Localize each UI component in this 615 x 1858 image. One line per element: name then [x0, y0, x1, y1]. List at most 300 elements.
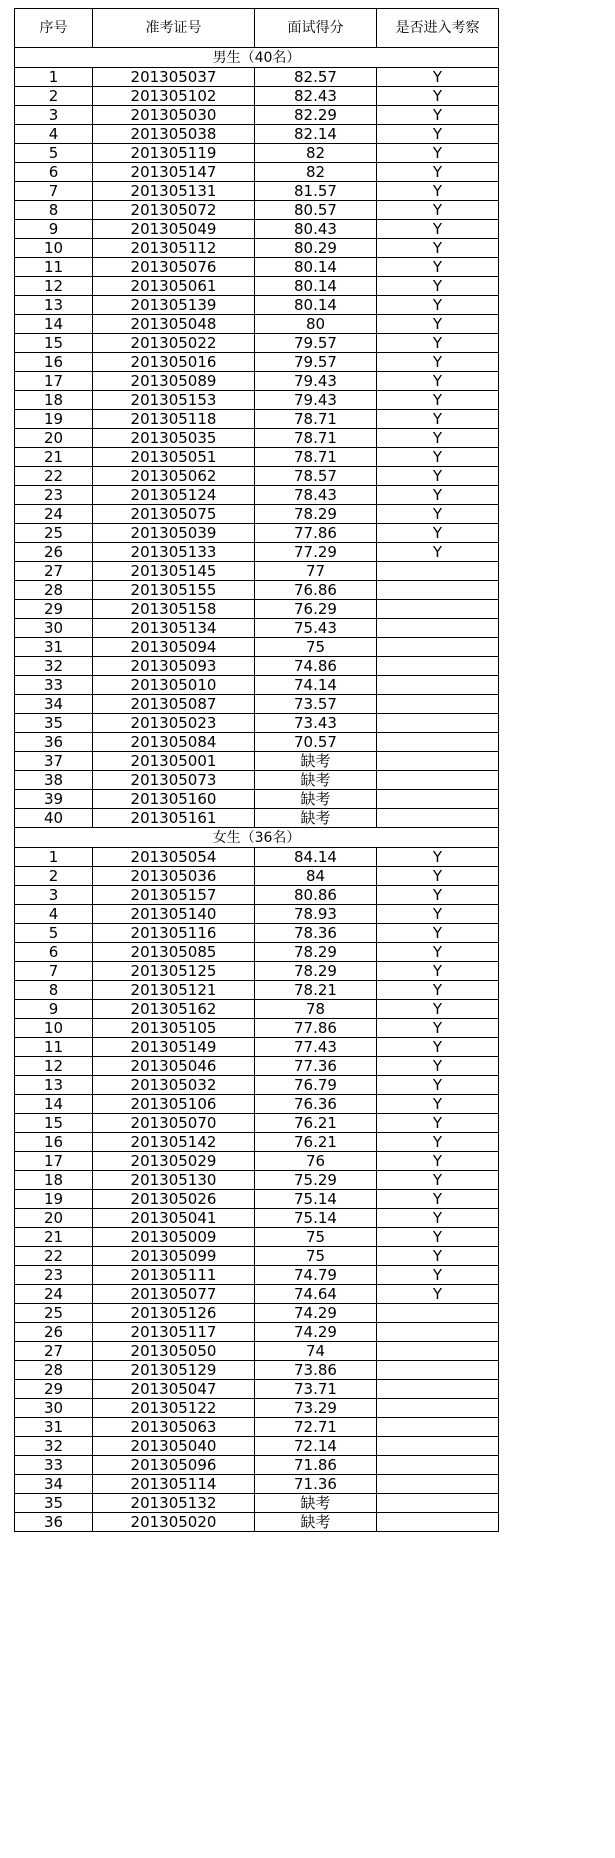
exam-id-cell: 201305032: [93, 1076, 255, 1095]
exam-id-cell: 201305140: [93, 905, 255, 924]
score-cell: 78.71: [255, 410, 377, 429]
exam-id-cell: 201305085: [93, 943, 255, 962]
exam-id-cell: 201305142: [93, 1133, 255, 1152]
advance-cell: Y: [377, 144, 499, 163]
header-score: 面试得分: [255, 9, 377, 48]
header-advance: 是否进入考察: [377, 9, 499, 48]
score-cell: 82.14: [255, 125, 377, 144]
exam-id-cell: 201305094: [93, 638, 255, 657]
advance-cell: Y: [377, 68, 499, 87]
exam-id-cell: 201305020: [93, 1513, 255, 1532]
header-seq: 序号: [15, 9, 93, 48]
table-row: [15, 1114, 499, 1133]
score-cell: 80.14: [255, 277, 377, 296]
table-row: [15, 410, 499, 429]
seq-cell: 6: [15, 163, 93, 182]
advance-cell: [377, 1513, 499, 1532]
table-row: [15, 733, 499, 752]
score-cell: 缺考: [255, 1513, 377, 1532]
advance-cell: [377, 771, 499, 790]
advance-cell: Y: [377, 505, 499, 524]
score-cell: 78: [255, 1000, 377, 1019]
exam-id-cell: 201305114: [93, 1475, 255, 1494]
seq-cell: 1: [15, 68, 93, 87]
advance-cell: Y: [377, 277, 499, 296]
table-row: [15, 1342, 499, 1361]
group-header-row: [15, 48, 499, 68]
seq-cell: 1: [15, 848, 93, 867]
seq-cell: 12: [15, 1057, 93, 1076]
score-cell: 78.71: [255, 429, 377, 448]
seq-cell: 16: [15, 1133, 93, 1152]
table-header: [15, 9, 499, 48]
seq-cell: 31: [15, 638, 93, 657]
seq-cell: 25: [15, 524, 93, 543]
score-cell: 76.21: [255, 1114, 377, 1133]
exam-id-cell: 201305145: [93, 562, 255, 581]
seq-cell: 39: [15, 790, 93, 809]
exam-id-cell: 201305039: [93, 524, 255, 543]
seq-cell: 27: [15, 1342, 93, 1361]
advance-cell: [377, 1475, 499, 1494]
exam-id-cell: 201305131: [93, 182, 255, 201]
score-cell: 73.86: [255, 1361, 377, 1380]
advance-cell: Y: [377, 1209, 499, 1228]
score-cell: 78.57: [255, 467, 377, 486]
exam-id-cell: 201305147: [93, 163, 255, 182]
seq-cell: 26: [15, 1323, 93, 1342]
advance-cell: [377, 1494, 499, 1513]
table-row: [15, 1494, 499, 1513]
seq-cell: 18: [15, 1171, 93, 1190]
score-cell: 82.29: [255, 106, 377, 125]
advance-cell: Y: [377, 87, 499, 106]
seq-cell: 36: [15, 1513, 93, 1532]
table-row: [15, 1437, 499, 1456]
advance-cell: Y: [377, 1285, 499, 1304]
exam-id-cell: 201305162: [93, 1000, 255, 1019]
exam-id-cell: 201305112: [93, 239, 255, 258]
score-cell: 72.14: [255, 1437, 377, 1456]
score-cell: 78.21: [255, 981, 377, 1000]
seq-cell: 16: [15, 353, 93, 372]
seq-cell: 31: [15, 1418, 93, 1437]
table-row: [15, 239, 499, 258]
seq-cell: 32: [15, 1437, 93, 1456]
table-row: [15, 1513, 499, 1532]
seq-cell: 4: [15, 125, 93, 144]
advance-cell: Y: [377, 486, 499, 505]
table-row: [15, 886, 499, 905]
seq-cell: 26: [15, 543, 93, 562]
score-cell: 80.14: [255, 258, 377, 277]
table-row: [15, 1361, 499, 1380]
score-cell: 78.43: [255, 486, 377, 505]
exam-id-cell: 201305089: [93, 372, 255, 391]
advance-cell: [377, 619, 499, 638]
advance-cell: Y: [377, 1095, 499, 1114]
score-cell: 75: [255, 1228, 377, 1247]
table-row: [15, 144, 499, 163]
score-cell: 70.57: [255, 733, 377, 752]
advance-cell: [377, 600, 499, 619]
exam-id-cell: 201305134: [93, 619, 255, 638]
advance-cell: Y: [377, 1247, 499, 1266]
seq-cell: 30: [15, 619, 93, 638]
exam-id-cell: 201305047: [93, 1380, 255, 1399]
table-row: [15, 1152, 499, 1171]
advance-cell: Y: [377, 924, 499, 943]
score-cell: 74.29: [255, 1304, 377, 1323]
score-cell: 77: [255, 562, 377, 581]
exam-id-cell: 201305106: [93, 1095, 255, 1114]
seq-cell: 33: [15, 676, 93, 695]
seq-cell: 25: [15, 1304, 93, 1323]
exam-id-cell: 201305070: [93, 1114, 255, 1133]
score-cell: 80.43: [255, 220, 377, 239]
advance-cell: Y: [377, 239, 499, 258]
score-cell: 75: [255, 638, 377, 657]
seq-cell: 40: [15, 809, 93, 828]
score-cell: 84: [255, 867, 377, 886]
score-cell: 缺考: [255, 1494, 377, 1513]
exam-id-cell: 201305157: [93, 886, 255, 905]
seq-cell: 9: [15, 1000, 93, 1019]
table-row: [15, 562, 499, 581]
seq-cell: 15: [15, 334, 93, 353]
score-cell: 77.43: [255, 1038, 377, 1057]
advance-cell: [377, 790, 499, 809]
table-row: [15, 638, 499, 657]
exam-id-cell: 201305149: [93, 1038, 255, 1057]
seq-cell: 32: [15, 657, 93, 676]
exam-id-cell: 201305119: [93, 144, 255, 163]
exam-id-cell: 201305062: [93, 467, 255, 486]
exam-id-cell: 201305010: [93, 676, 255, 695]
seq-cell: 38: [15, 771, 93, 790]
advance-cell: [377, 638, 499, 657]
seq-cell: 20: [15, 1209, 93, 1228]
score-cell: 75.29: [255, 1171, 377, 1190]
advance-cell: Y: [377, 1076, 499, 1095]
table-row: [15, 714, 499, 733]
score-cell: 73.57: [255, 695, 377, 714]
table-row: [15, 1190, 499, 1209]
table-row: [15, 790, 499, 809]
seq-cell: 15: [15, 1114, 93, 1133]
advance-cell: Y: [377, 981, 499, 1000]
table-row: [15, 182, 499, 201]
score-cell: 82.57: [255, 68, 377, 87]
exam-id-cell: 201305063: [93, 1418, 255, 1437]
advance-cell: Y: [377, 410, 499, 429]
seq-cell: 33: [15, 1456, 93, 1475]
seq-cell: 21: [15, 1228, 93, 1247]
table-row: [15, 943, 499, 962]
table-row: [15, 1076, 499, 1095]
table-row: [15, 315, 499, 334]
exam-id-cell: 201305016: [93, 353, 255, 372]
exam-id-cell: 201305116: [93, 924, 255, 943]
exam-id-cell: 201305153: [93, 391, 255, 410]
score-cell: 80.57: [255, 201, 377, 220]
exam-id-cell: 201305023: [93, 714, 255, 733]
table-row: [15, 1247, 499, 1266]
table-row: [15, 1418, 499, 1437]
seq-cell: 9: [15, 220, 93, 239]
exam-id-cell: 201305121: [93, 981, 255, 1000]
advance-cell: [377, 714, 499, 733]
exam-id-cell: 201305084: [93, 733, 255, 752]
table-row: [15, 125, 499, 144]
advance-cell: Y: [377, 962, 499, 981]
exam-id-cell: 201305046: [93, 1057, 255, 1076]
score-cell: 76.29: [255, 600, 377, 619]
table-body: [15, 48, 499, 1532]
seq-cell: 29: [15, 600, 93, 619]
score-cell: 81.57: [255, 182, 377, 201]
score-cell: 72.71: [255, 1418, 377, 1437]
score-cell: 74.29: [255, 1323, 377, 1342]
table-row: [15, 752, 499, 771]
advance-cell: Y: [377, 1190, 499, 1209]
seq-cell: 34: [15, 695, 93, 714]
table-row: [15, 867, 499, 886]
exam-id-cell: 201305073: [93, 771, 255, 790]
seq-cell: 13: [15, 1076, 93, 1095]
seq-cell: 35: [15, 1494, 93, 1513]
exam-id-cell: 201305051: [93, 448, 255, 467]
table-row: [15, 1209, 499, 1228]
seq-cell: 2: [15, 87, 93, 106]
exam-id-cell: 201305161: [93, 809, 255, 828]
advance-cell: Y: [377, 1171, 499, 1190]
exam-id-cell: 201305155: [93, 581, 255, 600]
table-row: [15, 543, 499, 562]
advance-cell: [377, 1361, 499, 1380]
table-row: [15, 163, 499, 182]
exam-id-cell: 201305133: [93, 543, 255, 562]
seq-cell: 4: [15, 905, 93, 924]
table-row: [15, 905, 499, 924]
score-cell: 82: [255, 144, 377, 163]
table-row: [15, 771, 499, 790]
exam-id-cell: 201305099: [93, 1247, 255, 1266]
score-cell: 80.86: [255, 886, 377, 905]
advance-cell: Y: [377, 258, 499, 277]
table-row: [15, 1266, 499, 1285]
seq-cell: 5: [15, 924, 93, 943]
advance-cell: [377, 1323, 499, 1342]
exam-id-cell: 201305124: [93, 486, 255, 505]
advance-cell: Y: [377, 467, 499, 486]
advance-cell: [377, 1437, 499, 1456]
seq-cell: 29: [15, 1380, 93, 1399]
advance-cell: [377, 581, 499, 600]
seq-cell: 10: [15, 1019, 93, 1038]
advance-cell: Y: [377, 201, 499, 220]
table-row: [15, 657, 499, 676]
table-row: [15, 296, 499, 315]
advance-cell: [377, 695, 499, 714]
table-row: [15, 924, 499, 943]
score-cell: 74.14: [255, 676, 377, 695]
advance-cell: Y: [377, 1038, 499, 1057]
advance-cell: Y: [377, 1228, 499, 1247]
advance-cell: Y: [377, 315, 499, 334]
table-row: [15, 1285, 499, 1304]
score-cell: 78.29: [255, 962, 377, 981]
exam-id-cell: 201305129: [93, 1361, 255, 1380]
seq-cell: 10: [15, 239, 93, 258]
table-row: [15, 676, 499, 695]
score-cell: 78.29: [255, 505, 377, 524]
score-cell: 76.86: [255, 581, 377, 600]
seq-cell: 17: [15, 372, 93, 391]
score-cell: 74.79: [255, 1266, 377, 1285]
advance-cell: [377, 809, 499, 828]
group-title: 女生（36名）: [15, 828, 499, 848]
table-row: [15, 68, 499, 87]
exam-id-cell: 201305026: [93, 1190, 255, 1209]
exam-id-cell: 201305093: [93, 657, 255, 676]
seq-cell: 27: [15, 562, 93, 581]
exam-id-cell: 201305037: [93, 68, 255, 87]
table-row: [15, 429, 499, 448]
advance-cell: [377, 676, 499, 695]
advance-cell: [377, 1399, 499, 1418]
advance-cell: [377, 1380, 499, 1399]
score-cell: 78.29: [255, 943, 377, 962]
table-row: [15, 1399, 499, 1418]
score-cell: 缺考: [255, 790, 377, 809]
seq-cell: 14: [15, 1095, 93, 1114]
table-row: [15, 962, 499, 981]
exam-id-cell: 201305130: [93, 1171, 255, 1190]
exam-id-cell: 201305075: [93, 505, 255, 524]
table-row: [15, 848, 499, 867]
score-cell: 78.93: [255, 905, 377, 924]
exam-id-cell: 201305125: [93, 962, 255, 981]
table-row: [15, 353, 499, 372]
table-row: [15, 581, 499, 600]
exam-id-cell: 201305158: [93, 600, 255, 619]
table-row: [15, 201, 499, 220]
table-row: [15, 258, 499, 277]
exam-id-cell: 201305022: [93, 334, 255, 353]
table-row: [15, 1019, 499, 1038]
table-row: [15, 981, 499, 1000]
advance-cell: [377, 752, 499, 771]
score-cell: 73.71: [255, 1380, 377, 1399]
score-cell: 80: [255, 315, 377, 334]
exam-id-cell: 201305061: [93, 277, 255, 296]
table-row: [15, 1228, 499, 1247]
exam-id-cell: 201305122: [93, 1399, 255, 1418]
seq-cell: 23: [15, 1266, 93, 1285]
exam-id-cell: 201305132: [93, 1494, 255, 1513]
seq-cell: 28: [15, 581, 93, 600]
advance-cell: [377, 1418, 499, 1437]
score-cell: 74: [255, 1342, 377, 1361]
advance-cell: Y: [377, 334, 499, 353]
score-cell: 77.29: [255, 543, 377, 562]
seq-cell: 13: [15, 296, 93, 315]
score-cell: 缺考: [255, 771, 377, 790]
seq-cell: 7: [15, 182, 93, 201]
table-row: [15, 1057, 499, 1076]
exam-id-cell: 201305087: [93, 695, 255, 714]
advance-cell: Y: [377, 163, 499, 182]
exam-id-cell: 201305117: [93, 1323, 255, 1342]
seq-cell: 14: [15, 315, 93, 334]
table-row: [15, 391, 499, 410]
table-row: [15, 277, 499, 296]
table-row: [15, 524, 499, 543]
seq-cell: 22: [15, 467, 93, 486]
score-cell: 76.21: [255, 1133, 377, 1152]
exam-id-cell: 201305036: [93, 867, 255, 886]
seq-cell: 34: [15, 1475, 93, 1494]
table-row: [15, 1133, 499, 1152]
seq-cell: 28: [15, 1361, 93, 1380]
exam-id-cell: 201305096: [93, 1456, 255, 1475]
exam-id-cell: 201305050: [93, 1342, 255, 1361]
advance-cell: Y: [377, 106, 499, 125]
exam-id-cell: 201305035: [93, 429, 255, 448]
exam-id-cell: 201305041: [93, 1209, 255, 1228]
seq-cell: 35: [15, 714, 93, 733]
score-cell: 82: [255, 163, 377, 182]
table-row: [15, 448, 499, 467]
advance-cell: Y: [377, 1000, 499, 1019]
exam-id-cell: 201305102: [93, 87, 255, 106]
advance-cell: Y: [377, 867, 499, 886]
score-cell: 78.36: [255, 924, 377, 943]
table-row: [15, 87, 499, 106]
advance-cell: Y: [377, 429, 499, 448]
seq-cell: 24: [15, 1285, 93, 1304]
score-cell: 75.43: [255, 619, 377, 638]
score-cell: 74.86: [255, 657, 377, 676]
header-exam-id: 准考证号: [93, 9, 255, 48]
table-row: [15, 1171, 499, 1190]
table-row: [15, 1380, 499, 1399]
score-cell: 79.43: [255, 372, 377, 391]
score-cell: 缺考: [255, 809, 377, 828]
advance-cell: Y: [377, 448, 499, 467]
table-row: [15, 619, 499, 638]
score-cell: 73.29: [255, 1399, 377, 1418]
score-cell: 75: [255, 1247, 377, 1266]
seq-cell: 11: [15, 1038, 93, 1057]
seq-cell: 18: [15, 391, 93, 410]
seq-cell: 24: [15, 505, 93, 524]
exam-id-cell: 201305105: [93, 1019, 255, 1038]
exam-id-cell: 201305118: [93, 410, 255, 429]
seq-cell: 7: [15, 962, 93, 981]
advance-cell: Y: [377, 1114, 499, 1133]
seq-cell: 3: [15, 886, 93, 905]
score-cell: 80.29: [255, 239, 377, 258]
exam-id-cell: 201305001: [93, 752, 255, 771]
advance-cell: Y: [377, 543, 499, 562]
score-cell: 76.36: [255, 1095, 377, 1114]
table-row: [15, 1475, 499, 1494]
table-row: [15, 486, 499, 505]
table-row: [15, 600, 499, 619]
exam-id-cell: 201305030: [93, 106, 255, 125]
